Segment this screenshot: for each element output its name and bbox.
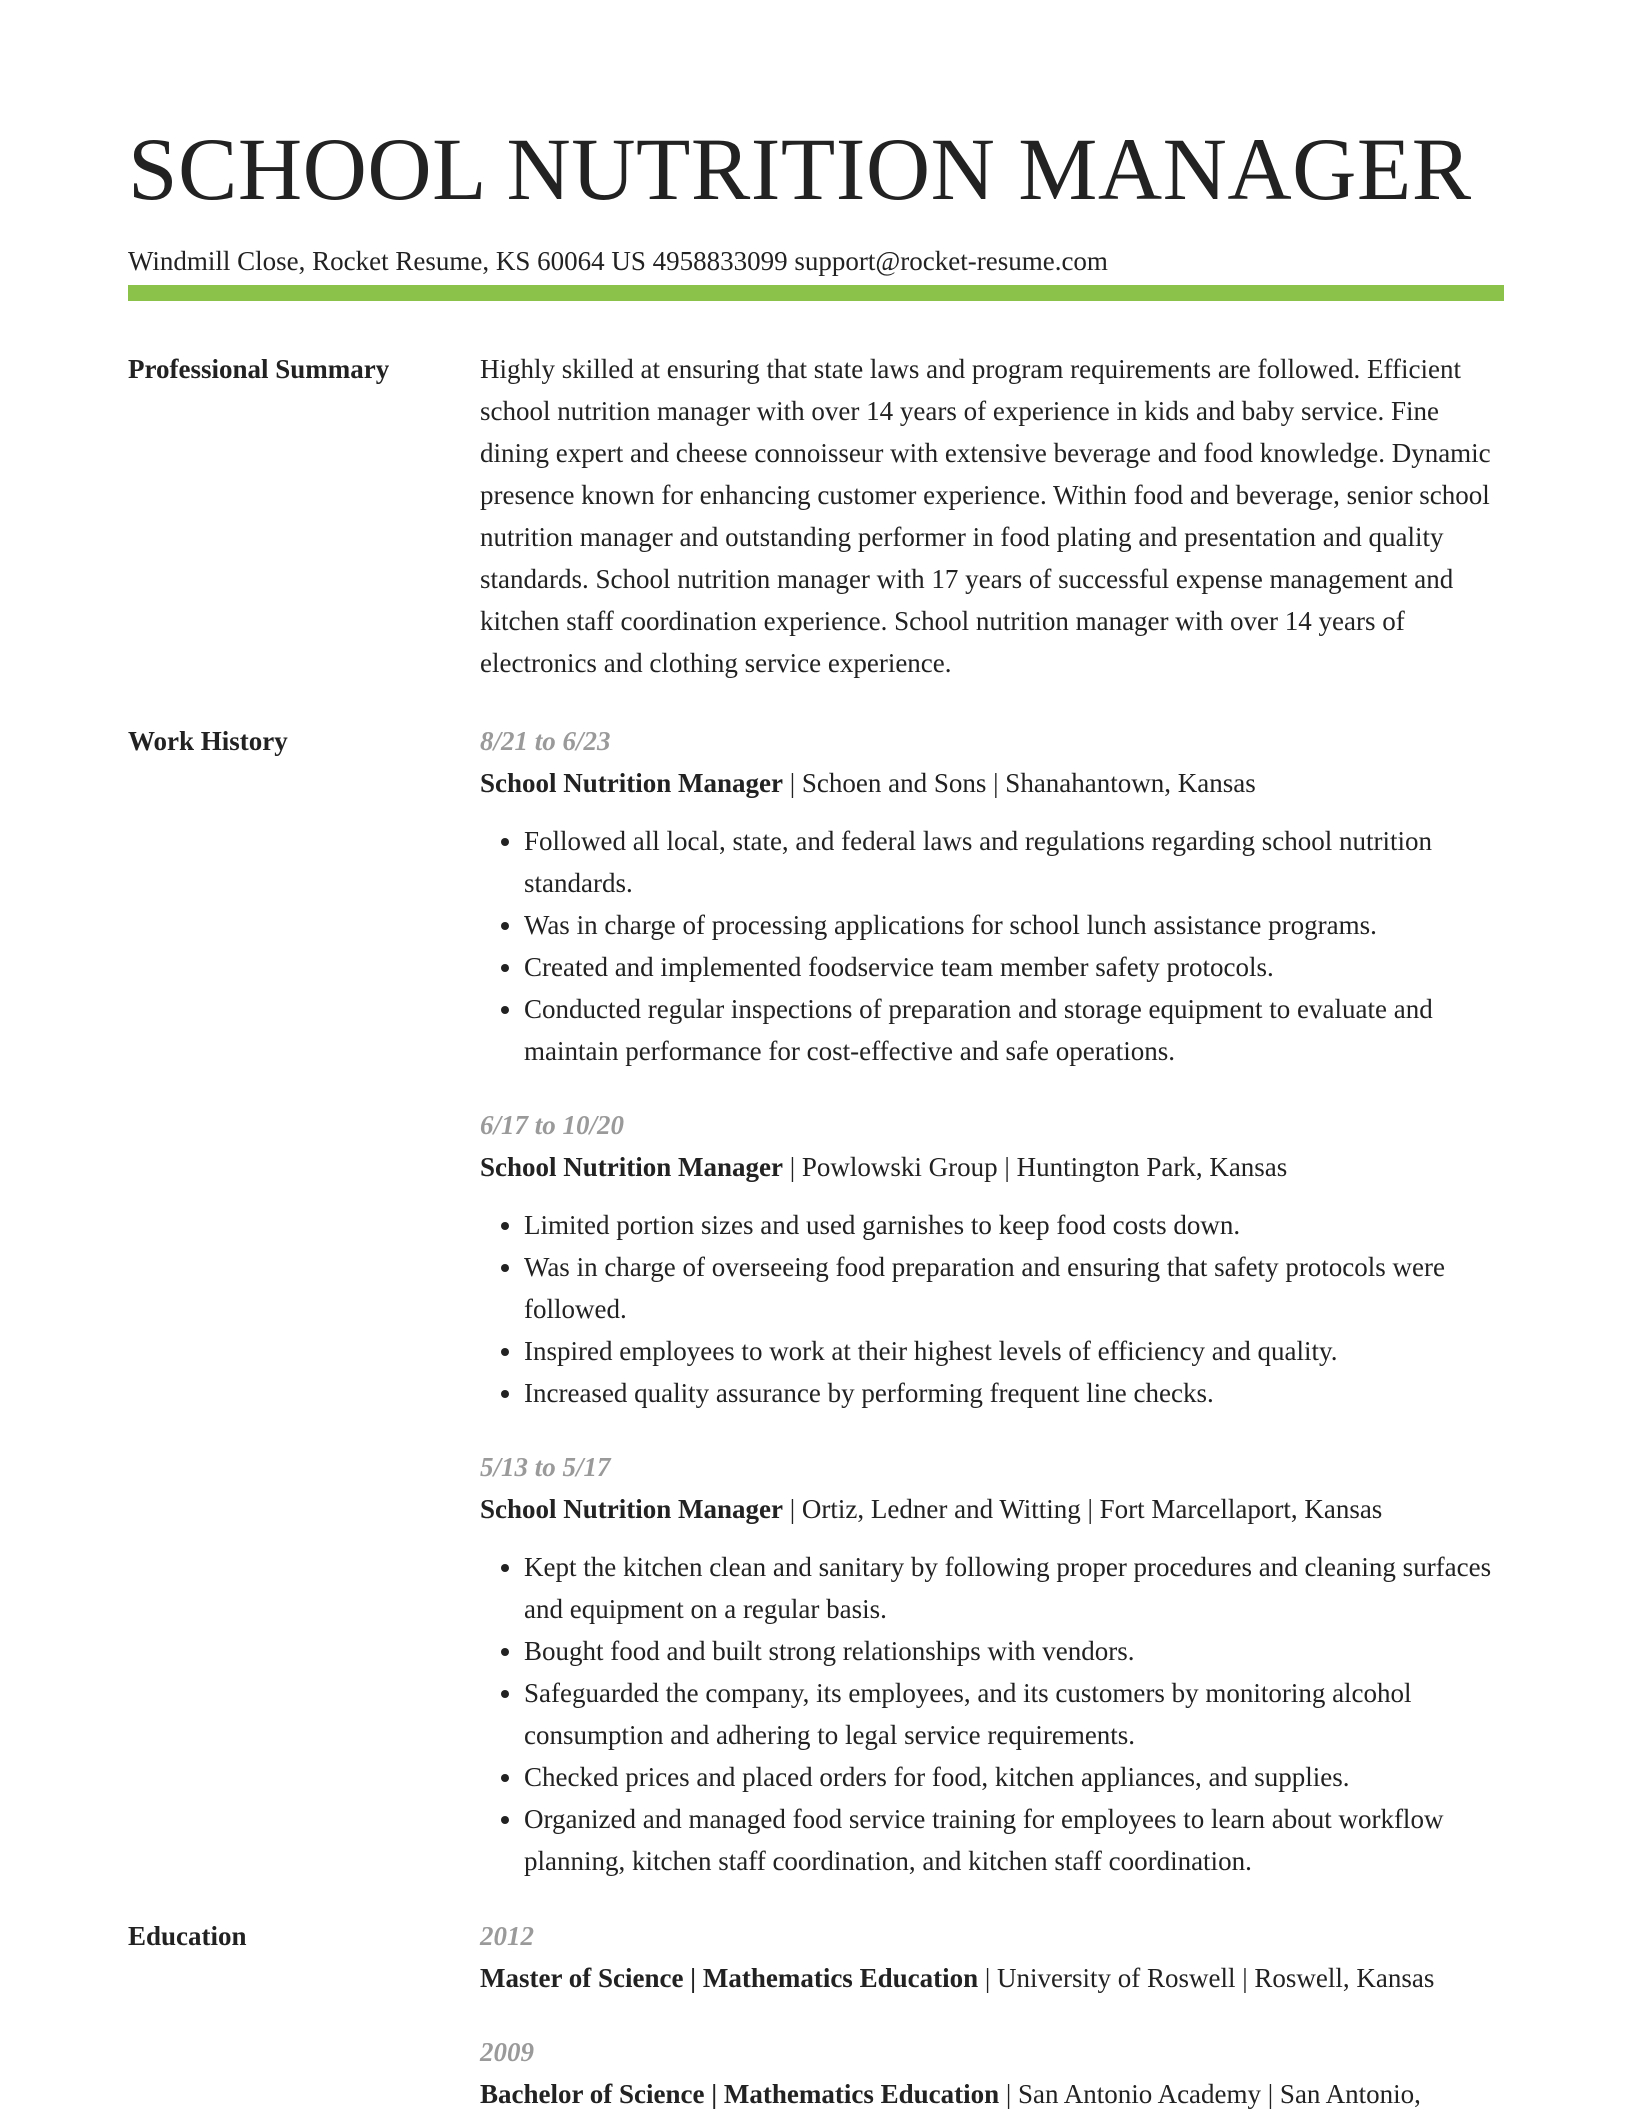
education-degree: Master of Science | Mathematics Education [480, 1963, 979, 1993]
job-bullet: • Followed all local, state, and federal laws and regulations regarding school nutrition standards. [524, 820, 1504, 904]
job-role-line [480, 762, 1504, 804]
education-year: 2009 [480, 2037, 534, 2067]
job-bullet: • Inspired employees to work at their highest levels of efficiency and quality. [524, 1330, 1504, 1372]
job-role-line [480, 1146, 1504, 1188]
job-title: School Nutrition Manager [480, 1152, 783, 1182]
contact-address: Windmill Close, Rocket Resume, KS 60064 US [128, 246, 646, 276]
section-label-summary: Professional Summary [128, 354, 390, 384]
summary-body [480, 348, 1504, 684]
section-label-education: Education [128, 1921, 247, 1951]
job-bullet: • Increased quality assurance by performing frequent line checks. [524, 1372, 1504, 1414]
header-divider [128, 285, 1504, 301]
education-year: 2012 [480, 1921, 534, 1951]
job-company-location: | Ortiz, Ledner and Witting | Fort Marcellaport, Kansas [783, 1494, 1383, 1524]
job-bullet: • Kept the kitchen clean and sanitary by following proper procedures and cleaning surfaces and equipment on a regular basis. [524, 1546, 1504, 1630]
job-bullets [480, 820, 1504, 1072]
job-bullet: • Conducted regular inspections of preparation and storage equipment to evaluate and maintain performance for cost-effective and safe operations. [524, 988, 1504, 1072]
education-line [480, 2073, 1504, 2115]
job-dates: 6/17 to 10/20 [480, 1110, 625, 1140]
contact-phone: 4958833099 [652, 246, 788, 276]
education-degree: Bachelor of Science | Mathematics Education [480, 2079, 1000, 2109]
section-professional-summary [128, 348, 1504, 688]
education-entry [480, 2031, 1504, 2115]
job-dates: 8/21 to 6/23 [480, 726, 611, 756]
job-entry [480, 1446, 1504, 1882]
education-school: | San Antonio Academy | San Antonio, [999, 2079, 1421, 2109]
education-line [480, 1957, 1504, 1999]
job-role-line [480, 1488, 1504, 1530]
job-bullet: • Checked prices and placed orders for food, kitchen appliances, and supplies. [524, 1756, 1504, 1798]
job-bullet: • Limited portion sizes and used garnishes to keep food costs down. [524, 1204, 1504, 1246]
job-bullet: • Was in charge of processing applications for school lunch assistance programs. [524, 904, 1504, 946]
work-history-body [480, 720, 1504, 1914]
resume-header [128, 118, 1504, 278]
section-education [128, 1915, 1504, 2109]
education-body [480, 1915, 1504, 2115]
summary-text: Highly skilled at ensuring that state laws and program requirements are followed. Efficient school nutrition manager with over 14 years of experience in kids and baby service. Fine dining expert and cheese connoisseur with extensive beverage and food knowledge. Dynamic presence known for enhancing customer experience. Within food and beverage, senior school nutrition manager and outstanding performer in food plating and presentation and quality standards. School nutrition manager with 17 years of successful expense management and kitchen staff coordination experience. School nutrition manager with over 14 years of electronics and clothing service experience. [480, 354, 1491, 678]
job-bullets [480, 1546, 1504, 1882]
contact-email: support@rocket-resume.com [794, 246, 1108, 276]
job-bullet: • Safeguarded the company, its employees, and its customers by monitoring alcohol consumption and adhering to legal service requirements. [524, 1672, 1504, 1756]
job-company-location: | Powlowski Group | Huntington Park, Kansas [783, 1152, 1288, 1182]
job-bullet: • Bought food and built strong relationships with vendors. [524, 1630, 1504, 1672]
job-title: School Nutrition Manager [480, 768, 783, 798]
section-work-history [128, 720, 1504, 1876]
job-bullet: • Created and implemented foodservice team member safety protocols. [524, 946, 1504, 988]
job-bullet: • Organized and managed food service training for employees to learn about workflow planning, kitchen staff coordination, and kitchen staff coordination. [524, 1798, 1504, 1882]
candidate-title: SCHOOL NUTRITION MANAGER [128, 121, 1472, 219]
section-label-work-history: Work History [128, 726, 288, 756]
education-entry [480, 1915, 1504, 1999]
job-title: School Nutrition Manager [480, 1494, 783, 1524]
education-school: | University of Roswell | Roswell, Kansas [978, 1963, 1435, 1993]
job-bullet: • Was in charge of overseeing food preparation and ensuring that safety protocols were followed. [524, 1246, 1504, 1330]
job-entry [480, 720, 1504, 1072]
job-dates: 5/13 to 5/17 [480, 1452, 611, 1482]
job-entry [480, 1104, 1504, 1414]
contact-line [128, 244, 1504, 278]
job-company-location: | Schoen and Sons | Shanahantown, Kansas [783, 768, 1256, 798]
job-bullets [480, 1204, 1504, 1414]
